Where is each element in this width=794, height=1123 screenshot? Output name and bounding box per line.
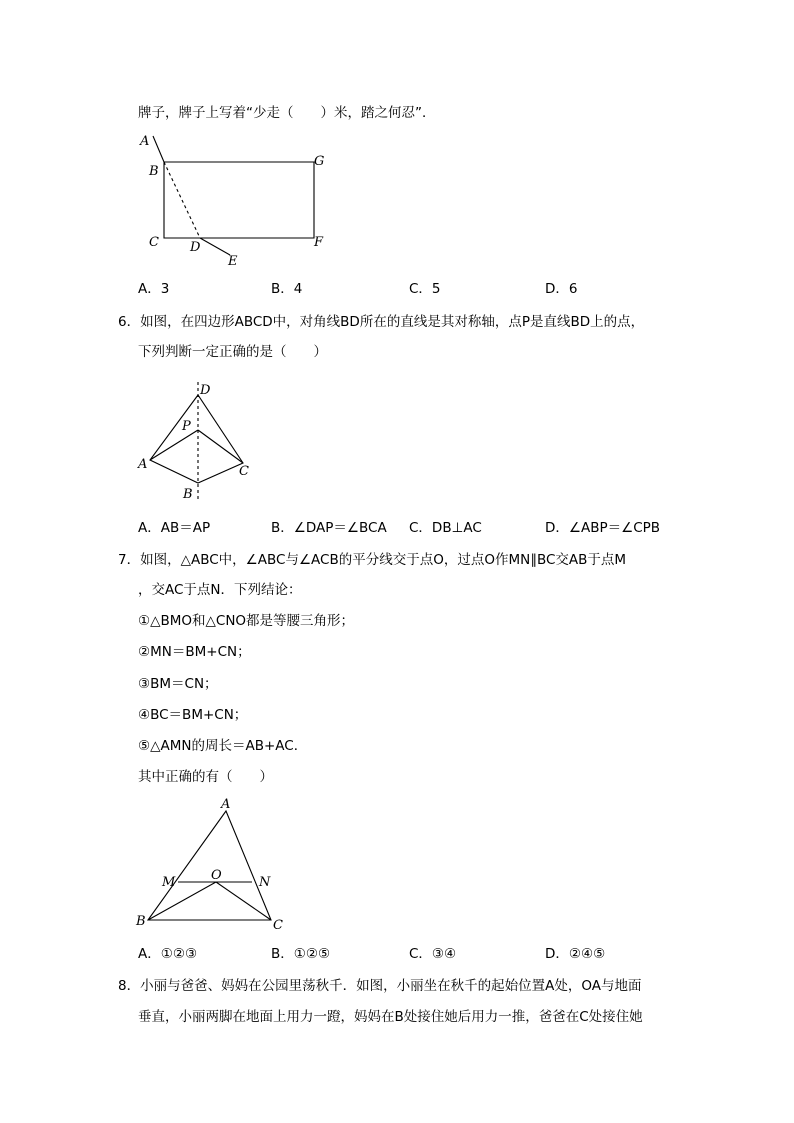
label-d: D <box>200 383 211 398</box>
segment-bd-dashed <box>164 162 200 238</box>
q5-option-b: B．4 <box>271 281 303 297</box>
kite-abcd <box>150 395 243 483</box>
q6-option-d: D．∠ABP＝∠CPB <box>545 520 661 536</box>
triangle-abc <box>148 811 271 920</box>
segment-bo <box>148 882 216 920</box>
q5-tail-text: 牌子，牌子上写着“少走（ ）米，踏之何忍”． <box>138 105 436 121</box>
q5-option-d: D．6 <box>545 281 578 297</box>
label-n: N <box>259 875 271 890</box>
q8-stem-line2: 垂直，小丽两脚在地面上用力一蹬，妈妈在B处接住她后用力一推，爸爸在C处接住她 <box>138 1009 643 1025</box>
label-c: C <box>149 235 159 250</box>
segment-de <box>200 238 230 255</box>
q7-option-a: A．①②③ <box>138 946 198 962</box>
segment-pc <box>198 430 243 463</box>
label-p: P <box>182 419 191 434</box>
q7-stem-line2: ，交AC于点N．下列结论： <box>138 582 302 598</box>
q5-option-c: C．5 <box>409 281 441 297</box>
segment-ab <box>153 136 164 162</box>
q7-item-2: ②MN＝BM+CN； <box>138 644 251 660</box>
label-m: M <box>162 875 176 890</box>
label-g: G <box>314 154 325 169</box>
label-e: E <box>228 254 238 269</box>
q6-option-c: C．DB⊥AC <box>409 520 482 536</box>
q8-stem-line1: 8．小丽与爸爸、妈妈在公园里荡秋千．如图，小丽坐在秋千的起始位置A处，OA与地面 <box>118 978 642 994</box>
segment-pa <box>150 430 198 460</box>
label-a: A <box>138 457 148 472</box>
label-c: C <box>239 464 249 479</box>
label-o: O <box>211 868 222 883</box>
q7-item-3: ③BM＝CN； <box>138 676 218 692</box>
label-c: C <box>273 918 283 933</box>
q6-option-b: B．∠DAP＝∠BCA <box>271 520 387 536</box>
q7-option-b: B．①②⑤ <box>271 946 331 962</box>
label-b: B <box>136 914 146 929</box>
q6-figure <box>130 380 270 505</box>
label-b: B <box>149 164 159 179</box>
q7-item-1: ①△BMO和△CNO都是等腰三角形； <box>138 613 355 629</box>
q7-figure <box>130 795 300 940</box>
q7-item-4: ④BC＝BM+CN； <box>138 707 248 723</box>
q7-question: 其中正确的有（ ） <box>138 769 273 785</box>
label-b: B <box>183 487 193 502</box>
q5-figure <box>130 128 340 273</box>
q7-stem-line1: 7．如图，△ABC中，∠ABC与∠ACB的平分线交于点O，过点O作MN∥BC交AB于点M <box>118 552 627 568</box>
q6-stem-line2: 下列判断一定正确的是（ ） <box>138 344 327 360</box>
q7-item-5: ⑤△AMN的周长＝AB+AC． <box>138 738 308 754</box>
q6-stem-line1: 6．如图，在四边形ABCD中，对角线BD所在的直线是其对称轴，点P是直线BD上的点， <box>118 314 645 330</box>
label-a: A <box>140 134 150 149</box>
q7-option-d: D．②④⑤ <box>545 946 606 962</box>
label-d: D <box>190 240 201 255</box>
q5-option-a: A．3 <box>138 281 170 297</box>
label-a: A <box>221 797 231 812</box>
q6-option-a: A．AB＝AP <box>138 520 211 536</box>
rectangle-bgfc <box>164 162 314 238</box>
label-f: F <box>314 235 324 250</box>
q7-option-c: C．③④ <box>409 946 457 962</box>
